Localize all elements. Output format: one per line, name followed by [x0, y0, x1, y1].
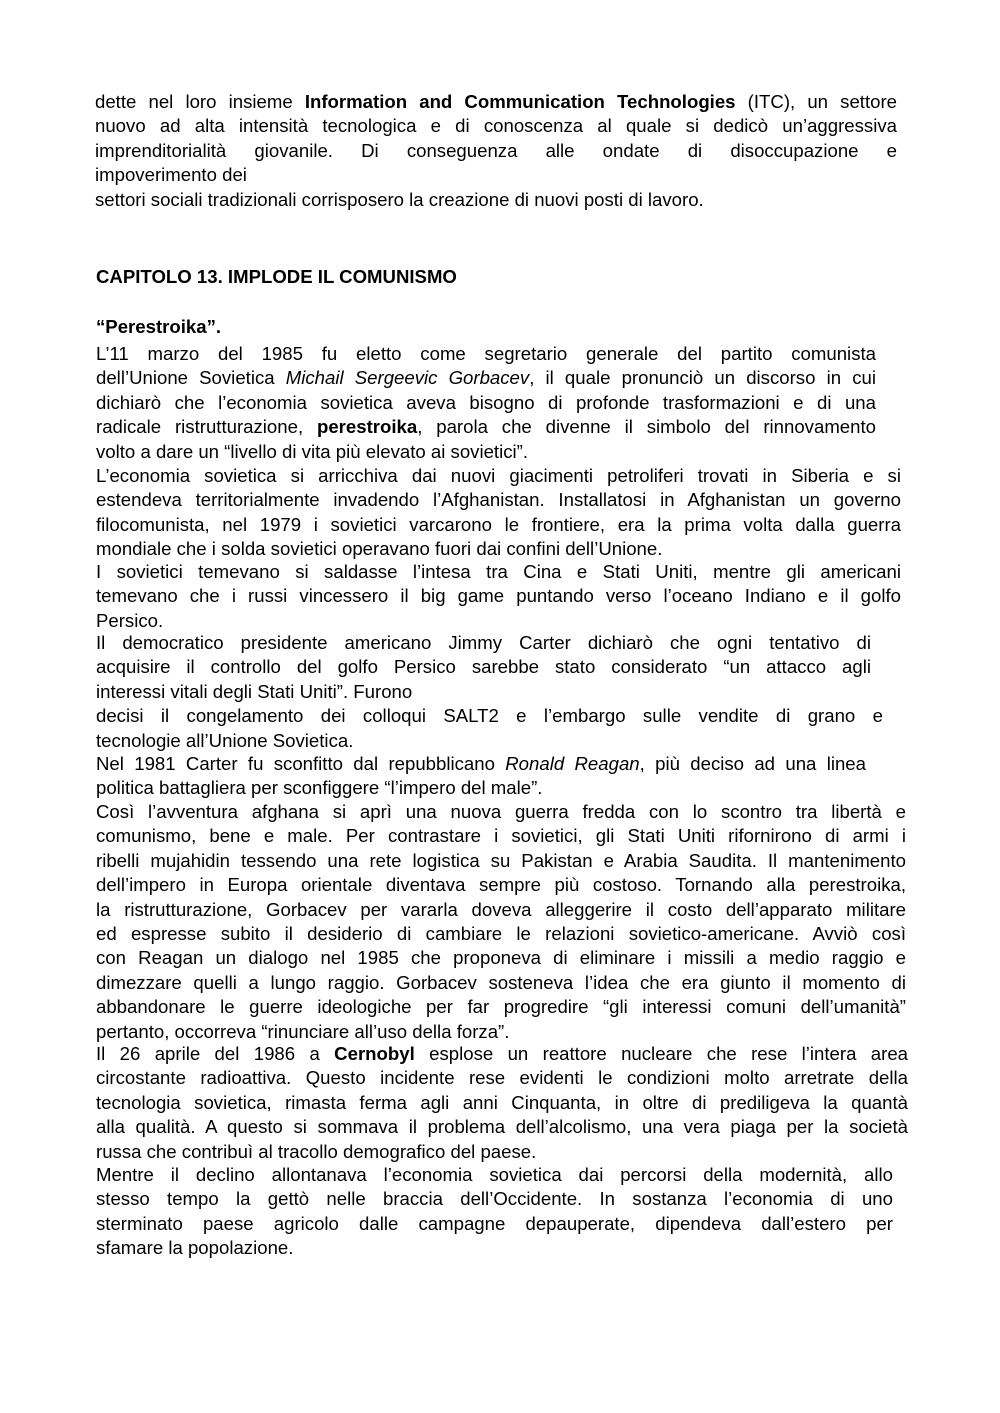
- text-span: Il 26 aprile del 1986 a: [96, 1043, 335, 1064]
- text-line: stesso tempo la gettò nelle braccia dell’Occidente. In sostanza l’economia di uno: [96, 1188, 893, 1210]
- text-line: ribelli mujahidin tessendo una rete logistica su Pakistan e Arabia Saudita. Il mantenimento: [96, 849, 906, 871]
- text-span: esplose un reattore nucleare che rese l’intera area: [414, 1043, 909, 1064]
- italic-name: Ronald Reagan: [505, 753, 640, 774]
- text-line: Persico.: [96, 609, 164, 631]
- text-span: (ITC), un settore: [735, 91, 897, 112]
- text-line: pertanto, occorreva “rinunciare all’uso della forza”.: [96, 1020, 510, 1042]
- text-line: [95, 90, 897, 114]
- text-line: nuovo ad alta intensità tecnologica e di conoscenza al quale si dedicò un’aggressiva: [95, 115, 897, 137]
- text-line: estendeva territorialmente invadendo l’Afghanistan. Installatosi in Afghanistan un governo: [96, 489, 901, 511]
- text-line: circostante radioattiva. Questo incidente rese evidenti le condizioni molto arretrate della: [96, 1067, 908, 1089]
- text-line: mondiale che i solda sovietici operavano fuori dai confini dell’Unione.: [96, 538, 663, 560]
- text-line: sfamare la popolazione.: [96, 1237, 294, 1259]
- text-line: tecnologia sovietica, rimasta ferma agli anni Cinquanta, in oltre di prediligeva la quantà: [96, 1091, 908, 1113]
- text-line: [96, 752, 866, 776]
- text-line: russa che contribuì al tracollo demografico del paese.: [96, 1140, 537, 1162]
- bold-term: Cernobyl: [334, 1043, 415, 1064]
- italic-name: Michail Sergeevic Gorbacev: [285, 367, 530, 389]
- text-line: politica battagliera per sconfiggere “l’impero del male”.: [96, 777, 543, 799]
- paragraph-declino: [96, 1163, 893, 1261]
- chapter-title: CAPITOLO 13. IMPLODE IL COMUNISMO: [96, 266, 457, 287]
- text-line: settori sociali tradizionali corrisposero la creazione di nuovi posti di lavoro.: [95, 188, 704, 210]
- text-line: sterminato paese agricolo dalle campagne depauperate, dipendeva dall’estero per: [96, 1212, 893, 1234]
- bold-term: Information and Communication Technologies: [304, 91, 736, 112]
- text-line: Così l’avventura afghana si aprì una nuova guerra fredda con lo scontro tra libertà e: [96, 801, 906, 822]
- text-line: alla qualità. A questo si sommava il problema dell’alcolismo, una vera piaga per la società: [96, 1116, 908, 1138]
- paragraph-guerra-fredda: [96, 800, 906, 1044]
- text-span: , il quale pronunciò un discorso in cui: [529, 367, 876, 389]
- text-line: imprenditorialità giovanile. Di conseguenza alle ondate di disoccupazione e: [95, 139, 897, 161]
- text-line: [96, 1042, 908, 1066]
- text-line: [96, 415, 876, 439]
- text-span: dette nel loro insieme: [95, 91, 305, 112]
- text-line: interessi vitali degli Stati Uniti”. Furono: [96, 680, 413, 702]
- text-line: comunismo, bene e male. Per contrastare i sovietici, gli Stati Uniti rifornirono di armi i: [96, 825, 906, 847]
- paragraph-reagan: [96, 752, 866, 801]
- text-line: I sovietici temevano si saldasse l’intesa tra Cina e Stati Uniti, mentre gli americani: [96, 561, 901, 582]
- section-title: “Perestroika”.: [96, 316, 222, 337]
- text-line: Mentre il declino allontanava l’economia sovietica dai percorsi della modernità, allo: [96, 1164, 893, 1185]
- intro-paragraph: [95, 90, 897, 212]
- text-line: Il democratico presidente americano Jimmy Carter dichiarò che ogni tentativo di: [96, 632, 871, 653]
- text-line: abbandonare le guerre ideologiche per far progredire “gli interessi comuni dell’umanità”: [96, 996, 906, 1018]
- text-line: dichiarò che l’economia sovietica aveva bisogno di profonde trasformazioni e di una: [96, 391, 876, 413]
- text-line: dell’impero in Europa orientale diventava sempre più costoso. Tornando alla perestroika,: [96, 874, 906, 896]
- text-span: , più deciso ad una linea: [639, 753, 866, 774]
- text-line: la ristrutturazione, Gorbacev per vararla doveva alleggerire il costo dell’apparato militare: [96, 898, 906, 920]
- text-span: , parola che divenne il simbolo del rinnovamento: [417, 416, 876, 438]
- text-line: temevano che i russi vincessero il big game puntando verso l’oceano Indiano e il golfo: [96, 585, 901, 607]
- paragraph-perestroika-intro: [96, 342, 876, 464]
- text-line: filocomunista, nel 1979 i sovietici varcarono le frontiere, era la prima volta dalla guerra: [96, 513, 901, 535]
- paragraph-carter: [96, 631, 883, 753]
- text-span: dell’Unione Sovietica: [96, 367, 286, 389]
- text-span: Nel 1981 Carter fu sconfitto dal repubblicano: [96, 753, 506, 774]
- text-line: L’11 marzo del 1985 fu eletto come segretario generale del partito comunista: [96, 343, 876, 364]
- text-line: tecnologie all’Unione Sovietica.: [96, 729, 354, 751]
- paragraph-cina-usa: [96, 560, 901, 633]
- paragraph-afghanistan: [96, 464, 901, 562]
- text-line: dimezzare quelli a lungo raggio. Gorbacev sosteneva l’idea che era giunto il momento di: [96, 971, 906, 993]
- bold-term: perestroika: [316, 416, 418, 438]
- text-line: [96, 366, 876, 390]
- text-line: ed espresse subito il desiderio di cambiare le relazioni sovietico-americane. Avviò così: [96, 922, 906, 944]
- text-span: radicale ristrutturazione,: [96, 416, 317, 438]
- paragraph-cernobyl: [96, 1042, 908, 1164]
- text-line: L’economia sovietica si arricchiva dai nuovi giacimenti petroliferi trovati in Siberia e si: [96, 465, 901, 486]
- text-line: volto a dare un “livello di vita più elevato ai sovietici”.: [96, 440, 529, 462]
- text-line: decisi il congelamento dei colloqui SALT2 e l’embargo sulle vendite di grano e: [96, 705, 883, 727]
- text-line: impoverimento dei: [95, 164, 247, 186]
- text-line: acquisire il controllo del golfo Persico sarebbe stato considerato “un attacco agli: [96, 656, 871, 678]
- text-line: con Reagan un dialogo nel 1985 che proponeva di eliminare i missili a medio raggio e: [96, 947, 906, 969]
